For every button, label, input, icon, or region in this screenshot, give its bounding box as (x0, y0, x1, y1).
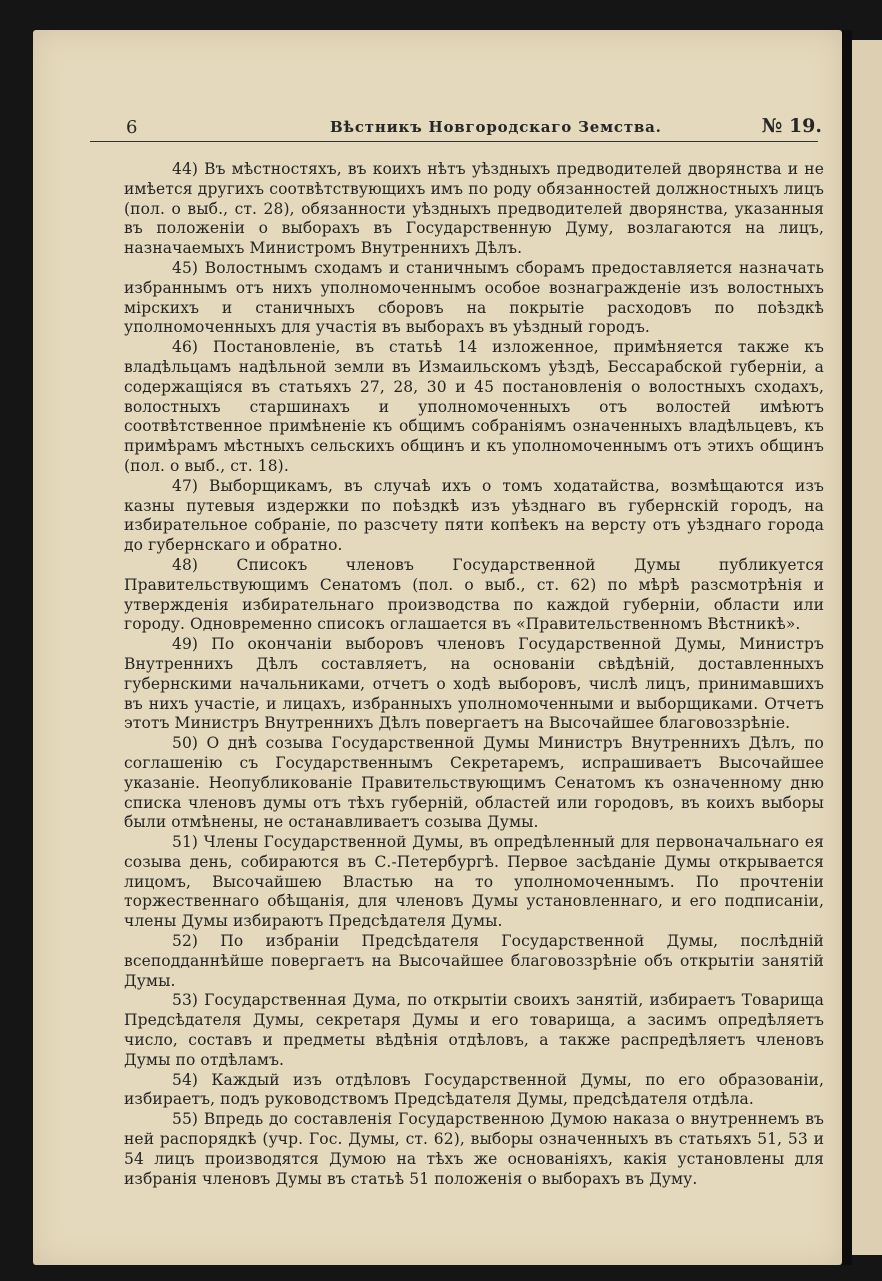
paragraph-48: 48) Списокъ членовъ Государственной Думы публикуется Правительствующимъ Сенатомъ (пол. о выб., ст. 62) по мѣрѣ разсмотрѣнiя и утвержденiя избирательнаго производства по каждой губернiи, области или городу. Одновременно списокъ оглашается въ «Правительственномъ Вѣстникѣ». (124, 555, 824, 634)
adjacent-page-edge (852, 40, 882, 1255)
paragraph-55: 55) Впредь до составленiя Государственною Думою наказа о внутреннемъ въ ней распорядкѣ (учр. Гос. Думы, ст. 62), выборы означенныхъ въ статьяхъ 51, 53 и 54 лицъ производятся Думою на тѣхъ же основанiяхъ, какiя установлены для избранiя членовъ Думы въ статьѣ 51 положенiя о выборахъ въ Думу. (124, 1110, 824, 1188)
issue-number: № 19. (761, 115, 822, 137)
body-text (124, 160, 824, 1189)
page-header (90, 114, 825, 140)
paragraph-51: 51) Члены Государственной Думы, въ опредѣленный для первоначальнаго ея созыва день, собираются въ С.-Петербургѣ. Первое засѣданiе Думы открывается лицомъ, Высочайшею Властью на то уполномоченнымъ. По прочтенiи торжественнаго обѣщанiя, для членовъ Думы установленнаго, и его подписанiи, члены Думы избираютъ Предсѣдателя Думы. (124, 833, 824, 931)
paragraph-49: 49) По окончанiи выборовъ членовъ Государственной Думы, Министръ Внутреннихъ Дѣлъ составляетъ, на основанiи свѣдѣнiй, доставленныхъ губернскими начальниками, отчетъ о ходѣ выборовъ, числѣ лицъ, принимавшихъ въ нихъ участiе, и лицахъ, избранныхъ уполномоченными и выборщиками. Отчетъ этотъ Министръ Внутреннихъ Дѣлъ повергаетъ на Высочайшее благовоззрѣнiе. (124, 635, 824, 733)
paragraph-50: 50) О днѣ созыва Государственной Думы Министръ Внутреннихъ Дѣлъ, по соглашенiю съ Государственнымъ Секретаремъ, испрашиваетъ Высочайшее указанiе. Неопубликованiе Правительствующимъ Сенатомъ къ означенному дню списка членовъ думы отъ тѣхъ губернiй, областей или городовъ, въ коихъ выборы были отмѣнены, не останавливаетъ созыва Думы. (124, 734, 824, 832)
paragraph-52: 52) По избранiи Предсѣдателя Государственной Думы, послѣднiй всеподданнѣйше повергаетъ на Высочайшее благовоззрѣнiе объ открытiи занятiй Думы. (124, 932, 824, 990)
header-rule (90, 141, 818, 142)
paragraph-46: 46) Постановленiе, въ статьѣ 14 изложенное, примѣняется также къ владѣльцамъ надѣльной земли въ Измаильскомъ уѣздѣ, Бессарабской губернiи, а содержащiяся въ статьяхъ 27, 28, 30 и 45 постановленiя о волостныхъ сходахъ, волостныхъ старшинахъ и уполномоченныхъ отъ волостей имѣютъ соотвѣтственное примѣненiе къ общимъ собранiямъ означенныхъ владѣльцевъ, къ примѣрамъ мѣстныхъ сельскихъ общинъ и къ уполномоченнымъ отъ этихъ общинъ (пол. о выб., ст. 18). (124, 338, 824, 475)
paragraph-47: 47) Выборщикамъ, въ случаѣ ихъ о томъ ходатайства, возмѣщаются изъ казны путевыя издержки по поѣздкѣ изъ уѣзднаго въ губернскiй городъ, на избирательное собранiе, по разсчету пяти копѣекъ на версту отъ уѣзднаго города до губернскаго и обратно. (124, 476, 824, 555)
paragraph-54: 54) Каждый изъ отдѣловъ Государственной Думы, по его образованiи, избираетъ, подъ руководствомъ Предсѣдателя Думы, предсѣдателя отдѣла. (124, 1070, 824, 1109)
book-gutter (842, 30, 852, 1265)
paragraph-45: 45) Волостнымъ сходамъ и станичнымъ сборамъ предоставляется назначать избраннымъ отъ нихъ уполномоченнымъ особое вознагражденiе изъ волостныхъ мiрскихъ и станичныхъ сборовъ на покрытiе расходовъ по поѣздкѣ уполномоченныхъ для участiя въ выборахъ въ уѣздный городъ. (124, 258, 824, 337)
running-title: Вѣстникъ Новгородскаго Земства. (330, 118, 662, 136)
paragraph-53: 53) Государственная Дума, по открытiи своихъ занятiй, избираетъ Товарища Предсѣдателя Думы, секретаря Думы и его товарища, а засимъ опредѣляетъ число, составъ и предметы вѣдѣнiя отдѣловъ, а также распредѣляетъ членовъ Думы по отдѣламъ. (124, 991, 824, 1069)
page-number: 6 (126, 117, 138, 138)
paragraph-44: 44) Въ мѣстностяхъ, въ коихъ нѣтъ уѣздныхъ предводителей дворянства и не имѣется другихъ соотвѣтствующихъ имъ по роду обязанностей должностныхъ лицъ (пол. о выб., ст. 28), обязанности уѣздныхъ предводителей дворянства, указанныя въ положенiи о выборахъ въ Государственную Думу, возлагаются на лицъ, назначаемыхъ Министромъ Внутреннихъ Дѣлъ. (124, 160, 824, 258)
